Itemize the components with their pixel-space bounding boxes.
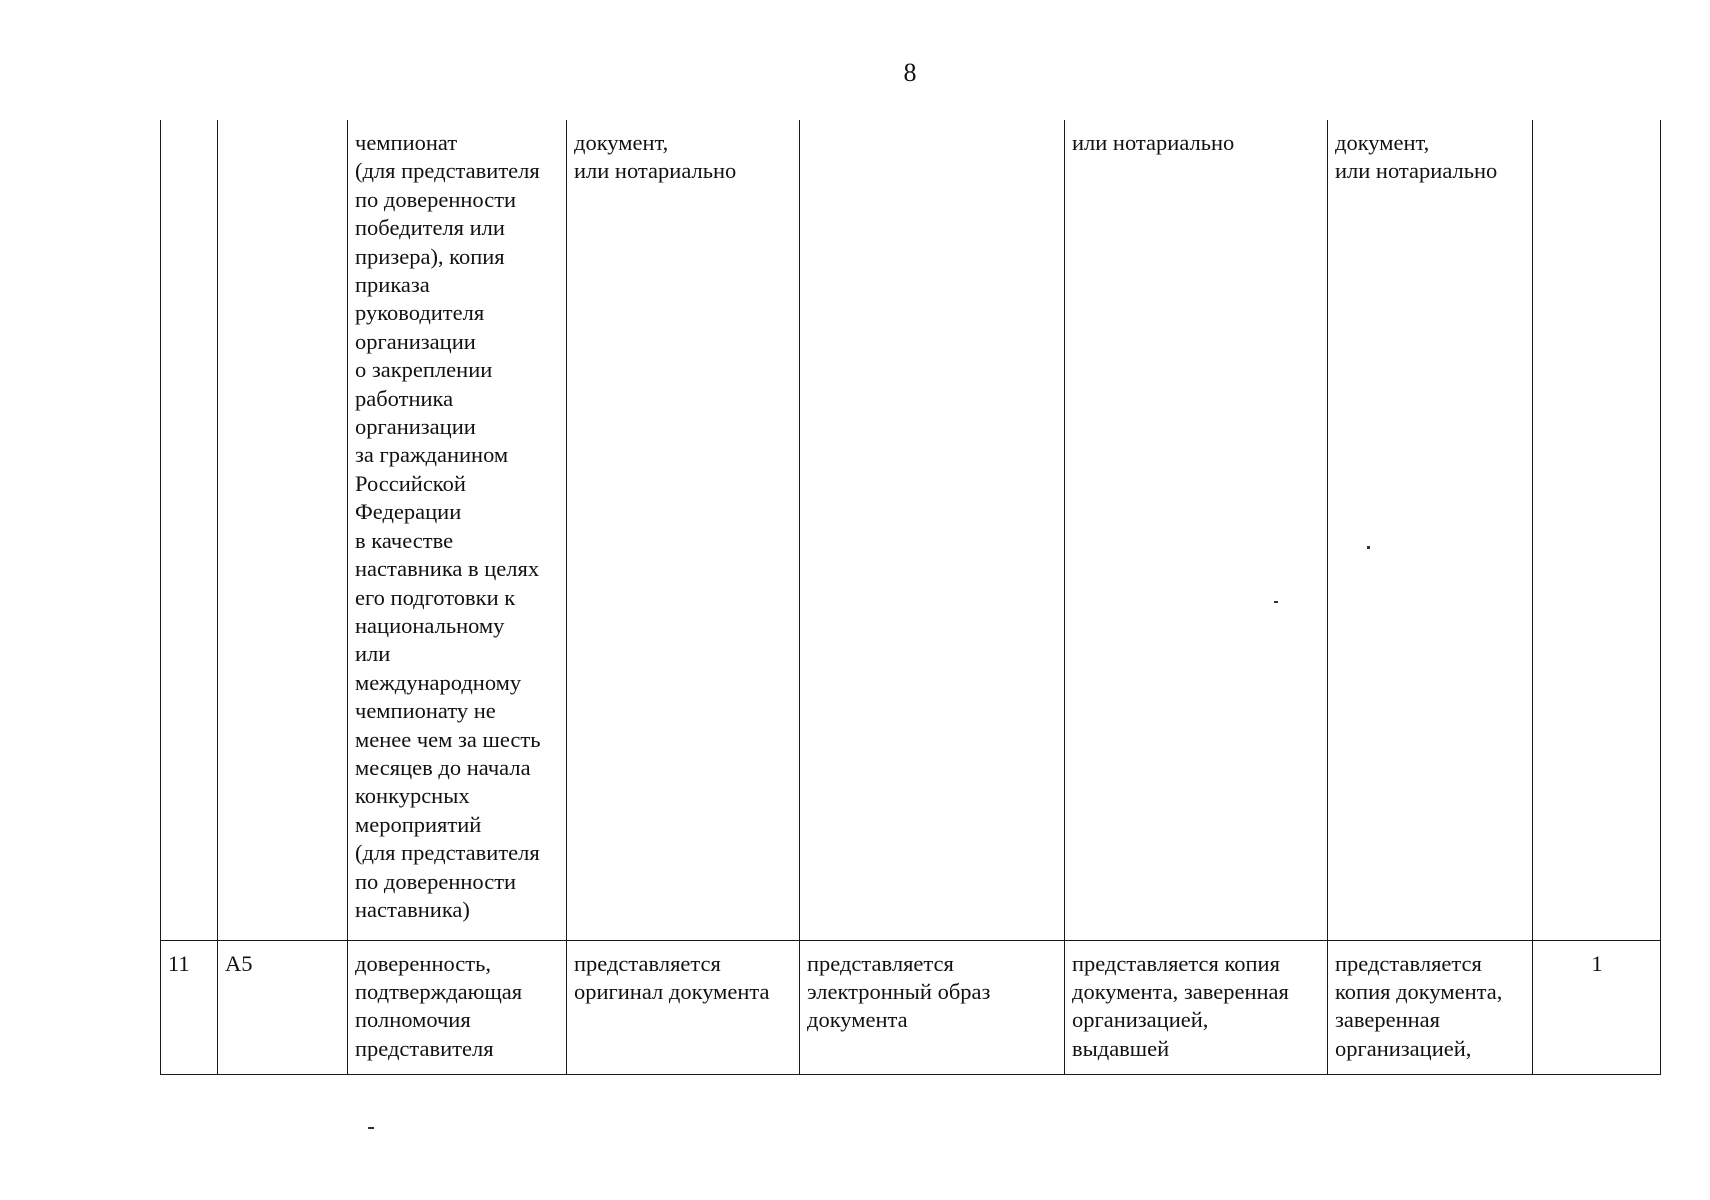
cell-submission-mail: документ, или нотариально [1328,120,1533,940]
cell-document-name: чемпионат (для представителя по доверенности победителя или призера), копия приказа руководителя организации о закреплении работника организации за гражданином Российской Федерации в качестве наставника в целях его подготовки к национальному или международному чемпионату не менее чем за шесть месяцев до начала конкурсных мероприятий (для представителя по доверенности наставника) [348,120,567,940]
cell-quantity: 1 [1533,940,1661,1074]
table-row [161,940,1661,1074]
cell-code [218,120,348,940]
table-row [161,120,1661,940]
cell-submission-copy: или нотариально [1065,120,1328,940]
cell-number: 11 [161,940,218,1074]
scan-speck [1367,546,1370,549]
cell-submission-copy: представляется копия документа, заверенная организацией, выдавшей [1065,940,1328,1074]
page-number: 8 [903,58,917,87]
cell-submission-mail: представляется копия документа, заверенная организацией, [1328,940,1533,1074]
cell-code: А5 [218,940,348,1074]
scan-speck [368,1127,374,1129]
cell-number [161,120,218,940]
scan-speck [1274,601,1278,603]
cell-submission-in-person: представляется оригинал документа [567,940,800,1074]
cell-submission-in-person: документ, или нотариально [567,120,800,940]
cell-submission-electronic: представляется электронный образ документа [800,940,1065,1074]
requirements-table [160,120,1661,1075]
cell-quantity [1533,120,1661,940]
cell-document-name: доверенность, подтверждающая полномочия представителя [348,940,567,1074]
cell-submission-electronic [800,120,1065,940]
